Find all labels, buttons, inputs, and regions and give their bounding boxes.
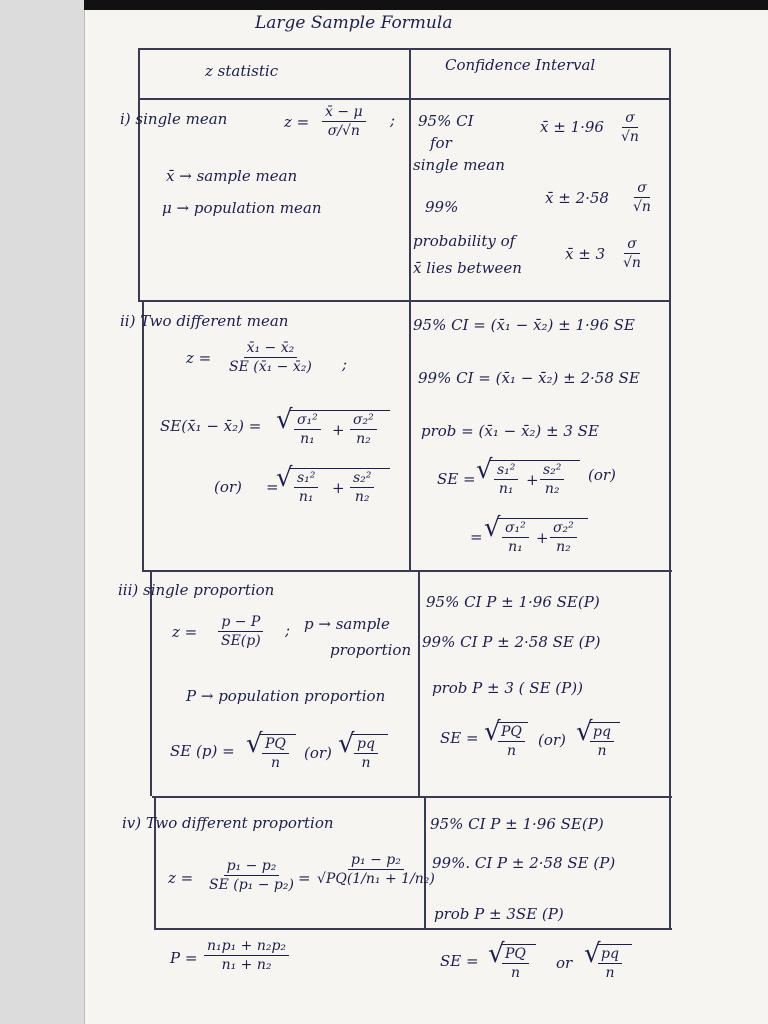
s2-r-g2-den: n₂ xyxy=(544,481,560,497)
s1-z-lhs: z = xyxy=(284,113,310,131)
s4-or: or xyxy=(556,954,573,972)
row2-line xyxy=(142,570,672,572)
s4-se2-num: pq xyxy=(598,946,622,964)
s3-se-frac1 xyxy=(262,736,289,771)
s3-or: (or) xyxy=(304,744,332,762)
s2-r-eq: = xyxy=(470,528,483,546)
s1-ci95-b: for xyxy=(430,134,452,152)
s4-z2-fraction xyxy=(314,852,438,887)
s1-ci99-num: σ xyxy=(634,180,650,198)
s2-r-g1-num: s₁² xyxy=(494,462,518,480)
page-title: Large Sample Formula xyxy=(255,13,453,33)
s3-label: iii) single proportion xyxy=(118,581,275,599)
s4-z-num: p₁ − p₂ xyxy=(224,858,280,876)
s3-z-lhs: z = xyxy=(172,623,198,641)
s4-se-r: SE = xyxy=(440,952,479,970)
s2-semicolon: ; xyxy=(342,355,348,373)
s4-label: iv) Two different proportion xyxy=(122,814,334,832)
s2-r-g2 xyxy=(540,462,564,497)
s2-r-f1-den: n₁ xyxy=(508,539,523,555)
s1-ci95-den: √n xyxy=(621,129,639,145)
s2-z-fraction xyxy=(226,340,315,375)
s1-def-population-mean: μ → population mean xyxy=(162,199,322,217)
s2-r-plus: + xyxy=(526,471,539,489)
s4-z-fraction xyxy=(206,858,297,893)
s1-ci99-den: √n xyxy=(633,199,651,215)
row3-line xyxy=(152,796,672,798)
s1-ci99-formula: x̄ ± 2·58 xyxy=(545,189,609,207)
s2-r-f2 xyxy=(550,520,577,555)
s4-ci99: 99%. CI P ± 2·58 SE (P) xyxy=(432,854,616,872)
s2-r-g2-num: s₂² xyxy=(540,462,564,480)
s4-se-frac1 xyxy=(502,946,529,981)
s2-se-frac2 xyxy=(350,412,377,447)
s1-ci95-a: 95% CI xyxy=(418,112,474,130)
s2-f2-den: n₂ xyxy=(356,431,371,447)
s2-f1-num: σ₁² xyxy=(294,412,321,430)
s4-z-lhs: z = xyxy=(168,869,194,887)
s1-z-den: σ/√n xyxy=(327,123,360,139)
s4-z2-num: p₁ − p₂ xyxy=(348,852,404,870)
s3-def-p2: proportion xyxy=(330,641,412,659)
left-border-2 xyxy=(142,300,144,570)
s2-ci95: 95% CI = (x̄₁ − x̄₂) ± 1·96 SE xyxy=(413,316,635,334)
s2-r-f2-den: n₂ xyxy=(556,539,571,555)
row4-line xyxy=(154,928,672,930)
s2-se-g2 xyxy=(350,470,374,505)
s3-r-frac1 xyxy=(498,724,525,759)
s2-plus: + xyxy=(332,421,345,439)
s2-se-frac1 xyxy=(294,412,321,447)
s2-g1-num: s₁² xyxy=(294,470,318,488)
s3-r-or: (or) xyxy=(538,731,566,749)
s2-r-f1-num: σ₁² xyxy=(502,520,529,538)
s4-se-num: PQ xyxy=(502,946,529,964)
s2-prob: prob = (x̄₁ − x̄₂) ± 3 SE xyxy=(421,422,599,440)
header-bottom-line xyxy=(138,98,670,100)
s3-f1-num: PQ xyxy=(262,736,289,754)
s1-ci95-num: σ xyxy=(622,110,638,128)
s2-or: (or) xyxy=(214,478,242,496)
s4-P-lhs: P = xyxy=(170,949,198,967)
s2-label: ii) Two different mean xyxy=(120,312,289,330)
s4-se-frac2 xyxy=(598,946,622,981)
s1-prob-b: x̄ lies between xyxy=(413,259,522,277)
s3-def-p1: p → sample xyxy=(304,615,390,633)
s2-ci99: 99% CI = (x̄₁ − x̄₂) ± 2·58 SE xyxy=(418,369,640,387)
s2-r-g1 xyxy=(494,462,518,497)
s3-semicolon: ; xyxy=(285,621,291,639)
s4-z-den: SE (p₁ − p₂) xyxy=(209,877,294,893)
s3-se-lhs: SE (p) = xyxy=(170,742,235,760)
s2-z-num: x̄₁ − x̄₂ xyxy=(244,340,298,358)
s3-r-f1-den: n xyxy=(506,743,516,759)
s2-g2-den: n₂ xyxy=(354,489,370,505)
s3-r-f2-num: pq xyxy=(590,724,614,742)
s2-r-f2-num: σ₂² xyxy=(550,520,577,538)
s1-ci95-fraction xyxy=(618,110,642,145)
s3-r-frac2 xyxy=(590,724,614,759)
header-z-statistic: z statistic xyxy=(205,62,279,80)
s3-se-r: SE = xyxy=(440,729,479,747)
mid-border-2 xyxy=(418,570,420,796)
s4-P-num: n₁p₁ + n₂p₂ xyxy=(204,938,289,956)
s2-r-or: (or) xyxy=(588,466,616,484)
s3-z-fraction xyxy=(218,614,264,649)
s2-z-den: SE (x̄₁ − x̄₂) xyxy=(229,359,312,375)
s2-se-lhs: SE(x̄₁ − x̄₂) = xyxy=(160,417,262,435)
s2-r-f1 xyxy=(502,520,529,555)
s2-f2-num: σ₂² xyxy=(350,412,377,430)
right-border xyxy=(669,48,671,928)
table-top-line xyxy=(138,48,670,50)
s3-z-num: p − P xyxy=(218,614,263,632)
s3-f2-den: n xyxy=(361,755,371,771)
s2-z-lhs: z = xyxy=(186,349,212,367)
s1-ci99: 99% xyxy=(425,198,459,216)
row1-line xyxy=(138,300,670,302)
s2-se-r: SE = xyxy=(437,470,476,488)
left-border-1 xyxy=(138,48,140,300)
s1-z-num: x̄ − μ xyxy=(322,104,366,122)
s3-f2-num: pq xyxy=(354,736,378,754)
s1-prob-den: √n xyxy=(623,255,641,271)
s3-z-den: SE(p) xyxy=(221,633,261,649)
s1-def-sample-mean: x̄ → sample mean xyxy=(166,167,298,185)
s1-prob-a: probability of xyxy=(413,232,516,250)
s3-r-f1-num: PQ xyxy=(498,724,525,742)
s3-def-P: P → population proportion xyxy=(186,687,386,705)
s2-r-plus-2: + xyxy=(536,529,549,547)
left-border-3 xyxy=(150,570,152,796)
s4-prob: prob P ± 3SE (P) xyxy=(434,905,564,923)
s4-P-den: n₁ + n₂ xyxy=(221,957,272,973)
page-top-edge xyxy=(84,0,768,10)
mid-border-1 xyxy=(409,48,411,570)
s4-z2-den: √PQ(1/n₁ + 1/n₂) xyxy=(317,871,435,887)
s1-prob-fraction xyxy=(620,236,644,271)
s1-prob-num: σ xyxy=(624,236,640,254)
s3-se-frac2 xyxy=(354,736,378,771)
s1-z-fraction xyxy=(322,104,366,139)
s4-ci95: 95% CI P ± 1·96 SE(P) xyxy=(430,815,604,833)
s1-ci99-fraction xyxy=(630,180,654,215)
s2-g2-num: s₂² xyxy=(350,470,374,488)
s4-se-den: n xyxy=(510,965,520,981)
s2-eq: = xyxy=(266,478,279,496)
s3-f1-den: n xyxy=(270,755,280,771)
s1-ci95-formula: x̄ ± 1·96 xyxy=(540,118,604,136)
s2-r-g1-den: n₁ xyxy=(498,481,514,497)
s2-plus-2: + xyxy=(332,479,345,497)
s2-f1-den: n₁ xyxy=(300,431,315,447)
s1-ci95-c: single mean xyxy=(413,156,505,174)
s1-label: i) single mean xyxy=(120,110,228,128)
s3-r-f2-den: n xyxy=(597,743,607,759)
s4-eq: = xyxy=(298,869,311,887)
s3-ci95: 95% CI P ± 1·96 SE(P) xyxy=(426,593,600,611)
s2-g1-den: n₁ xyxy=(298,489,314,505)
s1-prob-formula: x̄ ± 3 xyxy=(565,245,606,263)
s3-prob: prob P ± 3 ( SE (P)) xyxy=(432,679,583,697)
header-confidence-interval: Confidence Interval xyxy=(445,56,596,74)
s1-semicolon: ; xyxy=(390,111,396,129)
s4-P-fraction xyxy=(204,938,289,973)
s4-se2-den: n xyxy=(605,965,615,981)
s3-ci99: 99% CI P ± 2·58 SE (P) xyxy=(422,633,601,651)
s2-se-g1 xyxy=(294,470,318,505)
